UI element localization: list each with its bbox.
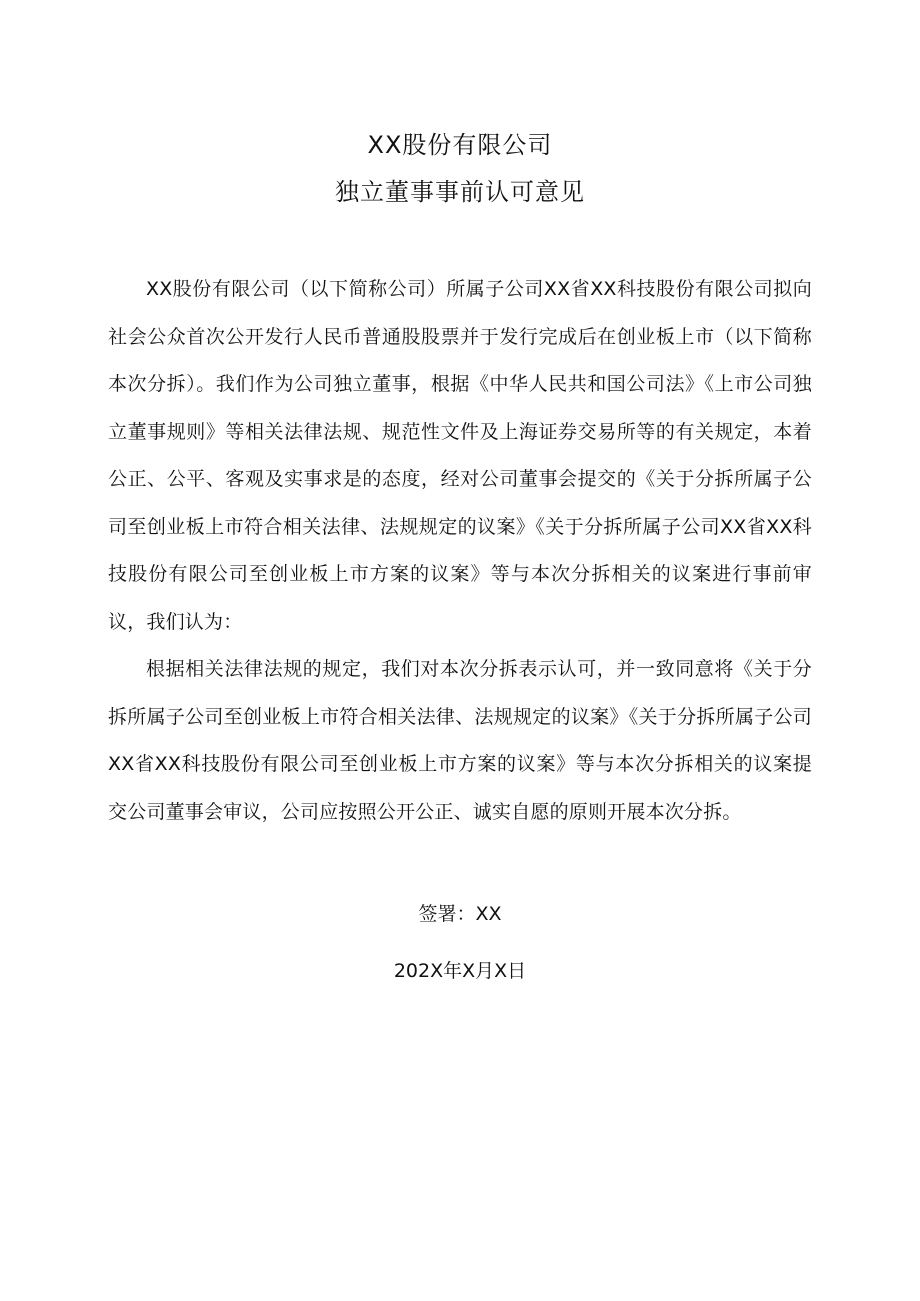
paragraph-text: 根据相关法律法规的规定，我们对本次分拆表示认可，并一致同意将《关于分拆所属子公司至创业板上市符合相关法律、法规规定的议案》《关于分拆所属子公司XX省XX科技股份有限公司至创业板上市方案的议案》等与本次分拆相关的议案提交公司董事会审议，公司应按照公开公正、诚实自愿的原则开展本次分拆。 [108,658,812,823]
date-line: 202X年X月X日 [393,960,527,982]
signature-line: 签署：XX [418,903,502,925]
company-title: XX股份有限公司 [367,131,553,159]
body-paragraph-1 [108,266,812,646]
paragraph-text: XX股份有限公司（以下简称公司）所属子公司XX省XX科技股份有限公司拟向社会公众首次公开发行人民币普通股股票并于发行完成后在创业板上市（以下简称本次分拆）。我们作为公司独立董事，根据《中华人民共和国公司法》《上市公司独立董事规则》等相关法律法规、规范性文件及上海证券交易所等的有关规定，本着公正、公平、客观及实事求是的态度，经对公司董事会提交的《关于分拆所属子公司至创业板上市符合相关法律、法规规定的议案》《关于分拆所属子公司XX省XX科技股份有限公司至创业板上市方案的议案》等与本次分拆相关的议案进行事前审议，我们认为： [108,278,812,633]
document-title: 独立董事事前认可意见 [335,178,585,206]
body-paragraph-2 [108,646,812,836]
